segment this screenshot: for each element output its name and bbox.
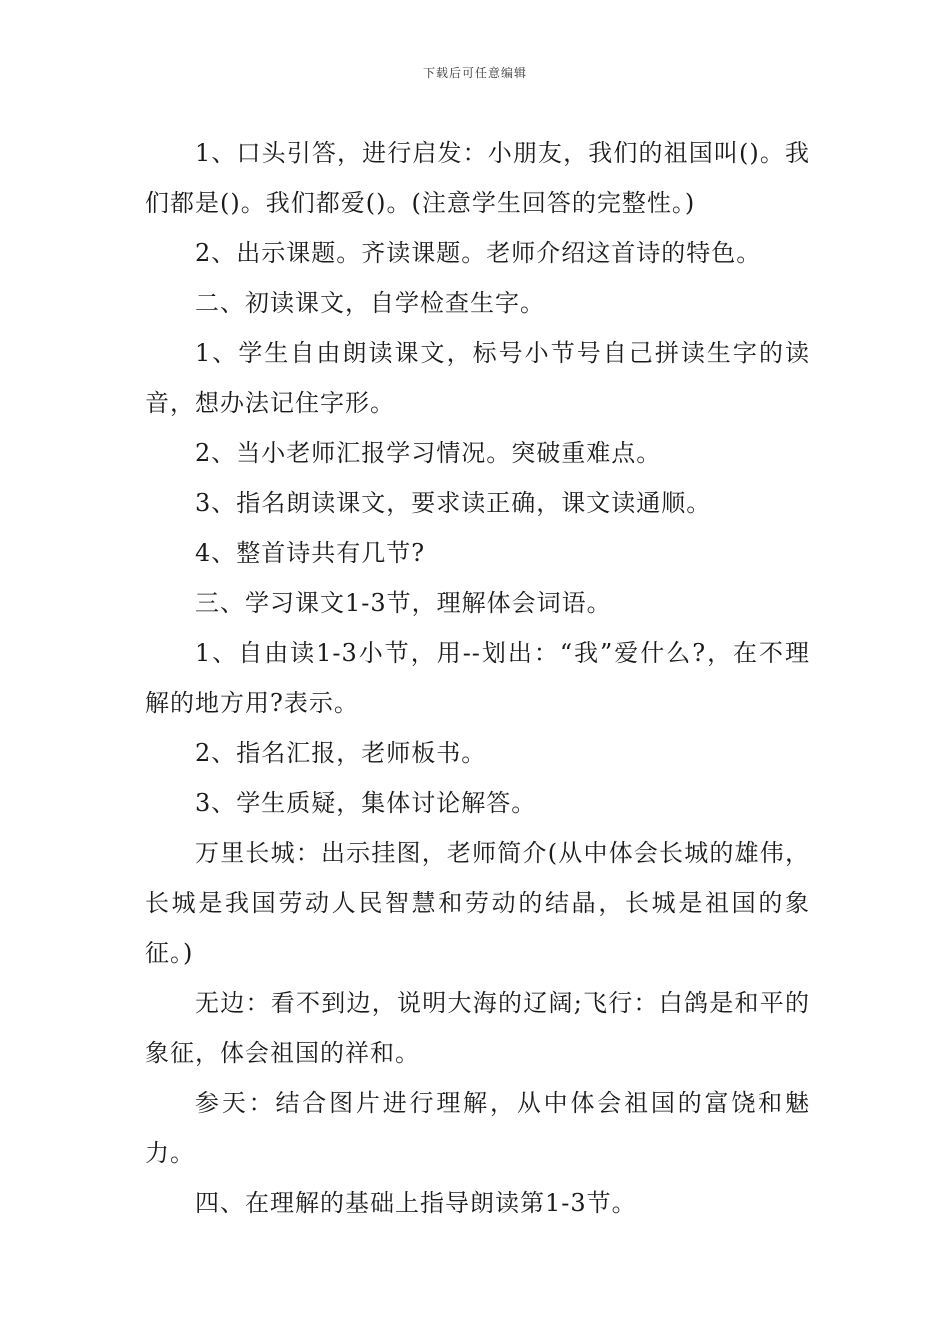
paragraph: 2、出示课题。齐读课题。老师介绍这首诗的特色。 xyxy=(195,239,762,267)
paragraph: 万里长城：出示挂图，老师简介(从中体会长城的雄伟，长城是我国劳动人民智慧和劳动的结晶，长城是祖国的象征。) xyxy=(145,839,810,967)
page-header: 下载后可任意编辑 xyxy=(422,66,527,80)
paragraph: 2、当小老师汇报学习情况。突破重难点。 xyxy=(195,439,662,467)
paragraph: 1、口头引答，进行启发：小朋友，我们的祖国叫()。我们都是()。我们都爱()。(注意学生回答的完整性。) xyxy=(145,139,810,217)
paragraph: 1、自由读1-3小节，用--划出：“我”爱什么?，在不理解的地方用?表示。 xyxy=(145,639,810,717)
section-heading: 二、初读课文，自学检查生字。 xyxy=(195,289,545,317)
paragraph: 1、学生自由朗读课文，标号小节号自己拼读生字的读音，想办法记住字形。 xyxy=(145,339,810,417)
paragraph: 参天：结合图片进行理解，从中体会祖国的富饶和魅力。 xyxy=(145,1089,810,1167)
section-heading: 四、在理解的基础上指导朗读第1-3节。 xyxy=(195,1189,637,1217)
document-body xyxy=(145,128,810,1228)
paragraph: 3、学生质疑，集体讨论解答。 xyxy=(195,789,537,817)
paragraph: 2、指名汇报，老师板书。 xyxy=(195,739,487,767)
paragraph: 无边：看不到边，说明大海的辽阔;飞行：白鸽是和平的象征，体会祖国的祥和。 xyxy=(145,989,810,1067)
paragraph: 4、整首诗共有几节? xyxy=(195,539,426,567)
section-heading: 三、学习课文1-3节，理解体会词语。 xyxy=(195,589,612,617)
paragraph: 3、指名朗读课文，要求读正确，课文读通顺。 xyxy=(195,489,712,517)
